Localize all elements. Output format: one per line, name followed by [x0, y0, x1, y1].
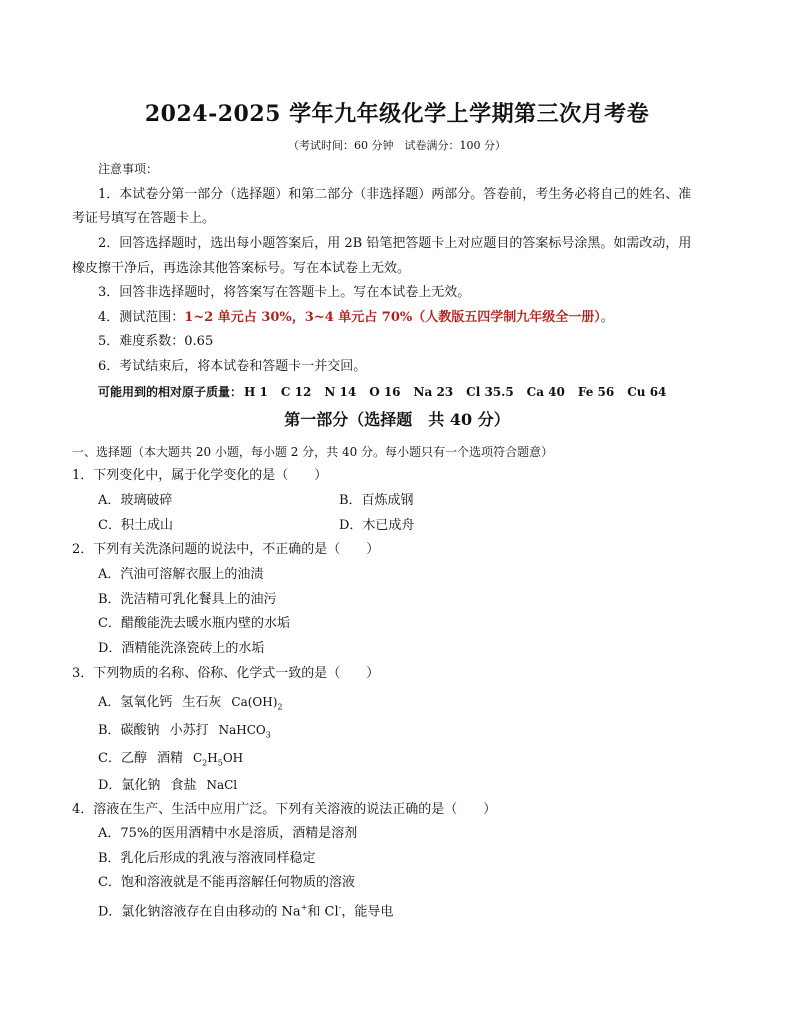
- atom-mass: Na 23: [413, 385, 454, 399]
- note-2-line-1: 2．回答选择题时，选出每小题答案后，用 2B 铅笔把答题卡上对应题目的答案标号涂黑。如需改动，用: [98, 236, 692, 251]
- question-4-option-c[interactable]: C．饱和溶液就是不能再溶解任何物质的溶液: [98, 875, 355, 890]
- note-4-prefix: 4．测试范围：: [98, 310, 185, 325]
- option-label: A．氢氧化钙: [98, 695, 173, 710]
- atomic-masses: [98, 383, 679, 401]
- note-6: 6．考试结束后，将本试卷和答题卡一并交回。: [98, 359, 367, 374]
- question-3-stem: 3．下列物质的名称、俗称、化学式一致的是（ ）: [72, 666, 380, 681]
- note-4-scope: 1~2 单元占 30%，3~4 单元占 70%（人教版五四学制九年级全一册）: [184, 310, 601, 325]
- atom-mass: Fe 56: [577, 385, 615, 399]
- note-2-line-2: 橡皮擦干净后，再选涂其他答案标号。写在本试卷上无效。: [72, 261, 411, 276]
- question-2-stem: 2．下列有关洗涤问题的说法中，不正确的是（ ）: [72, 542, 380, 557]
- atom-mass: Cu 64: [627, 385, 667, 399]
- atom-mass: H 1: [244, 385, 268, 399]
- question-1-option-c[interactable]: C．积土成山: [98, 518, 173, 533]
- exam-title: 2024-2025 学年九年级化学上学期第三次月考卷: [144, 101, 650, 127]
- question-2-option-c[interactable]: C．醋酸能洗去暖水瓶内壁的水垢: [98, 616, 290, 631]
- note-1-line-2: 考证号填写在答题卡上。: [72, 211, 216, 226]
- question-2-option-d[interactable]: D．酒精能洗涤瓷砖上的水垢: [98, 641, 265, 656]
- question-4-option-b[interactable]: B．乳化后形成的乳液与溶液同样稳定: [98, 851, 316, 866]
- common-name: 生石灰: [182, 695, 222, 710]
- chemical-formula: $Ca(OH)_2$: [231, 695, 283, 712]
- chemical-formula: NaCl: [206, 778, 238, 792]
- question-2-option-a[interactable]: A．汽油可溶解衣服上的油渍: [98, 567, 264, 582]
- question-4-option-d[interactable]: D．氯化钠溶液存在自由移动的 Na+和 Cl-，能导电: [98, 903, 394, 920]
- option-label: C．乙醇: [98, 751, 147, 766]
- notes-heading: 注意事项：: [98, 162, 159, 176]
- atom-mass: N 14: [324, 385, 357, 399]
- chemical-formula: NaHCO$_3$: [218, 723, 271, 740]
- question-3-option-b[interactable]: [98, 721, 271, 744]
- chemical-formula: $C_2H_5OH$: [192, 751, 244, 768]
- atom-mass: Cl 35.5: [466, 385, 514, 399]
- question-4-stem: 4．溶液在生产、生活中应用广泛。下列有关溶液的说法正确的是（ ）: [72, 802, 497, 817]
- common-name: 食盐: [170, 778, 197, 793]
- question-1-option-a[interactable]: A．玻璃破碎: [98, 493, 173, 508]
- note-4-suffix: 。: [600, 310, 614, 325]
- note-3: 3．回答非选择题时，将答案写在答题卡上。写在本试卷上无效。: [98, 285, 471, 300]
- atom-mass: O 16: [369, 385, 401, 399]
- section-title: 第一部分（选择题 共 40 分）: [284, 410, 510, 429]
- question-1-stem: 1．下列变化中，属于化学变化的是（ ）: [72, 468, 328, 483]
- section-instruction: 一、选择题（本大题共 20 小题，每小题 2 分，共 40 分。每小题只有一个选项符合题意）: [72, 445, 554, 459]
- question-1-option-d[interactable]: D．木已成舟: [339, 518, 415, 533]
- question-3-option-a[interactable]: [98, 693, 283, 716]
- question-3-option-c[interactable]: [98, 749, 243, 772]
- question-2-option-b[interactable]: B．洗洁精可乳化餐具上的油污: [98, 592, 277, 607]
- atom-mass: C 12: [280, 385, 312, 399]
- question-1-option-b[interactable]: B．百炼成钢: [339, 493, 414, 508]
- option-label: D．氯化钠: [98, 778, 161, 793]
- exam-subtitle: （考试时间：60 分钟 试卷满分：100 分）: [288, 139, 506, 152]
- atom-mass: Ca 40: [526, 385, 565, 399]
- atomic-masses-label: 可能用到的相对原子质量：: [98, 385, 243, 399]
- note-1-line-1: 1．本试卷分第一部分（选择题）和第二部分（非选择题）两部分。答卷前，考生务必将自己的姓名、准: [98, 187, 692, 202]
- question-4-option-a[interactable]: A．75%的医用酒精中水是溶质，酒精是溶剂: [98, 826, 358, 841]
- question-3-option-d[interactable]: [98, 776, 237, 795]
- note-5: 5．难度系数：0.65: [98, 334, 214, 349]
- option-label: B．碳酸钠: [98, 723, 160, 738]
- common-name: 小苏打: [169, 723, 209, 738]
- note-4: [98, 309, 614, 327]
- common-name: 酒精: [156, 751, 183, 766]
